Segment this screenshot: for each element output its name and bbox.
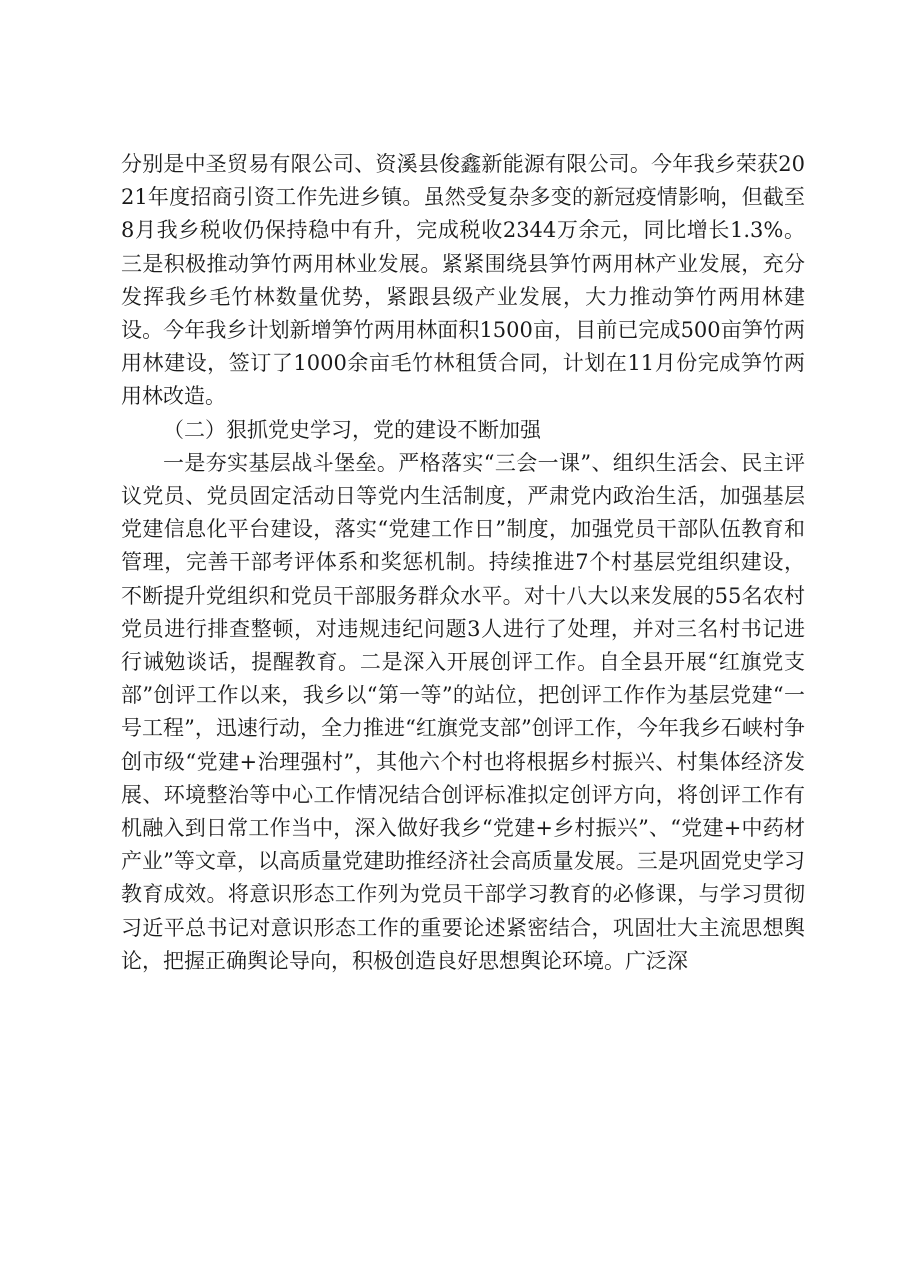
- section-heading-party-history-study: （二）狠抓党史学习，党的建设不断加强: [163, 417, 541, 442]
- document-body: [121, 148, 805, 978]
- body-paragraph-investment-and-bamboo: 分别是中圣贸易有限公司、资溪县俊鑫新能源有限公司。今年我乡荣获2021年度招商引资工作先进乡镇。虽然受复杂多变的新冠疫情影响，但截至8月我乡税收仍保持稳中有升，完成税收2344万余元，同比增长1.3%。三是积极推动笋竹两用林业发展。紧紧围绕县笋竹两用林产业发展，充分发挥我乡毛竹林数量优势，紧跟县级产业发展，大力推动笋竹两用林建设。今年我乡计划新增笋竹两用林面积1500亩，目前已完成500亩笋竹两用林建设，签订了1000余亩毛竹林租赁合同，计划在11月份完成笋竹两用林改造。: [121, 152, 805, 409]
- body-paragraph-party-building: 一是夯实基层战斗堡垒。严格落实“三会一课”、组织生活会、民主评议党员、党员固定活动日等党内生活制度，严肃党内政治生活，加强基层党建信息化平台建设，落实“党建工作日”制度，加强党员干部队伍教育和管理，完善干部考评体系和奖惩机制。持续推进7个村基层党组织建设，不断提升党组织和党员干部服务群众水平。对十八大以来发展的55名农村党员进行排查整顿，对违规违纪问题3人进行了处理，并对三名村书记进行诫勉谈话，提醒教育。二是深入开展创评工作。自全县开展“红旗党支部”创评工作以来，我乡以“第一等”的站位，把创评工作作为基层党建“一号工程”，迅速行动，全力推进“红旗党支部”创评工作，今年我乡石峡村争创市级“党建+治理强村”，其他六个村也将根据乡村振兴、村集体经济发展、环境整治等中心工作情况结合创评标准拟定创评方向，将创评工作有机融入到日常工作当中，深入做好我乡“党建+乡村振兴”、“党建+中药材产业”等文章，以高质量党建助推经济社会高质量发展。三是巩固党史学习教育成效。将意识形态工作列为党员干部学习教育的必修课，与学习贯彻习近平总书记对意识形态工作的重要论述紧密结合，巩固壮大主流思想舆论，把握正确舆论导向，积极创造良好思想舆论环境。广泛深: [121, 450, 805, 973]
